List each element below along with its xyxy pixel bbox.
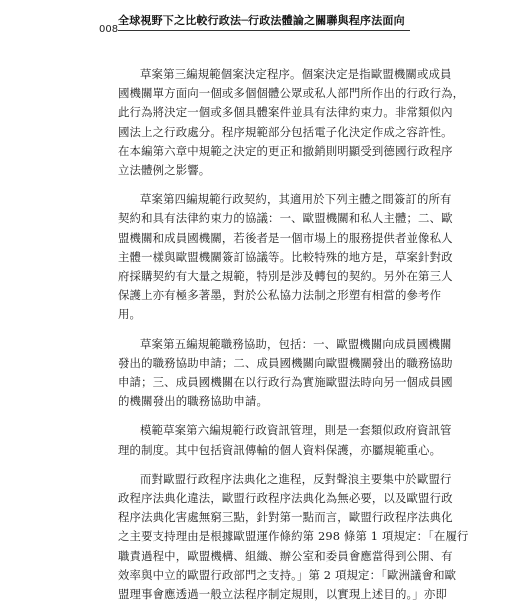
text-line: 程序法典化害處無窮三點，針對第一點而言，歐盟行政程序法典化 — [118, 510, 453, 525]
text-line: 主體一樣與歐盟機關簽訂協議等。比較特殊的地方是，草案針對政 — [118, 249, 453, 264]
text-line: 效率與中立的歐盟行政部門之支持。」第 2 項規定：「歐洲議會和歐 — [118, 567, 457, 582]
paragraph — [118, 470, 469, 604]
text-line: 草案第五編規範職務協助，包括：一、歐盟機關向成員國機關 — [140, 336, 452, 351]
text-line: 盟理事會應透過一般立法程序制定規則，以實現上述目的。」亦即 — [118, 587, 447, 602]
text-line: 國法上之行政處分。程序規範部分包括電子化決定作成之容許性。 — [118, 124, 453, 139]
paragraph — [118, 335, 453, 412]
text-line: 盟機關和成員國機關，若後者是一個市場上的服務提供者並像私人 — [118, 230, 453, 245]
text-line: 保護上亦有極多著墨，對於公私協力法制之形塑有相當的參考作 — [118, 288, 442, 303]
text-line: 在本編第六章中規範之決定的更正和撤銷則明顯受到德國行政程序 — [118, 143, 453, 158]
text-line: 立法體例之影響。 — [118, 163, 211, 178]
text-line: 政程序法典化違法，歐盟行政程序法典化為無必要，以及歐盟行政 — [118, 491, 453, 506]
running-title: 全球視野下之比較行政法─行政法體論之關聯與程序法面向 — [118, 14, 405, 27]
paragraph — [118, 190, 453, 324]
text-line: 用。 — [118, 307, 142, 322]
text-line: 之主要支持理由是根據歐盟運作條約第 298 條第 1 項規定：「在履行 — [118, 529, 469, 544]
text-line: 而對歐盟行政程序法典化之進程，反對聲浪主要集中於歐盟行 — [140, 471, 452, 486]
text-line: 草案第三編規範個案決定程序。個案決定是指歐盟機關或成員 — [140, 67, 452, 81]
text-line: 模範草案第六編規範行政資訊管理，則是一套類似政府資訊管 — [140, 423, 452, 438]
page-number: 008 — [99, 24, 119, 35]
running-header — [94, 10, 434, 50]
paragraph — [118, 65, 465, 180]
header-divider — [118, 30, 410, 31]
text-line: 理的制度。其中包括資訊傳輸的個人資料保護，亦屬規範重心。 — [118, 442, 442, 457]
paragraph — [118, 421, 452, 459]
text-line: 府採購契約有大量之規範，特別是涉及轉包的契約。另外在第三人 — [118, 269, 453, 284]
text-line: 的機關發出的職務協助申請。 — [118, 394, 269, 409]
text-line: 職責過程中，歐盟機構、組織、辦公室和委員會應當得到公開、有 — [118, 548, 453, 563]
text-line: 發出的職務協助申請；二、成員國機關向歐盟機關發出的職務協助 — [118, 355, 453, 370]
text-line: 契約和具有法律約束力的協議：一、歐盟機關和私人主體；二、歐 — [118, 211, 453, 226]
text-line: 申請；三、成員國機關在以行政行為實施歐盟法時向另一個成員國 — [118, 375, 453, 390]
text-line: 此行為將決定一個或多個具體案件並具有法律約束力。非常類似內 — [118, 105, 453, 120]
text-line: 草案第四編規範行政契約，其適用於下列主體之間簽訂的所有 — [140, 192, 452, 207]
body-text — [118, 65, 469, 614]
text-line: 國機關單方面向一個或多個個體公眾或私人部門所作出的行政行為， — [118, 86, 465, 101]
